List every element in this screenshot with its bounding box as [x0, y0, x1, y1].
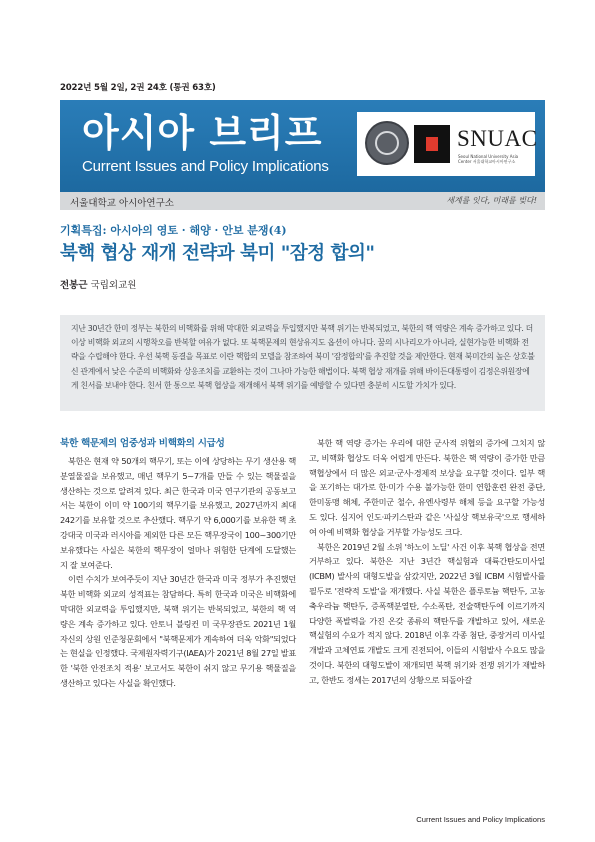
logo-wordmark: SNUAC	[457, 126, 538, 151]
department-bar	[60, 192, 545, 210]
institution-logo	[357, 112, 538, 176]
author-affiliation: 국립외교원	[90, 280, 137, 291]
slogan: 세계를 잇다, 미래를 빚다!	[446, 196, 537, 205]
article-headline: 북핵 협상 재개 전략과 북미 "잠정 합의"	[60, 243, 375, 264]
paragraph: 이런 수치가 보여주듯이 지난 30년간 한국과 미국 정부가 추진했던 북한 비핵화 외교의 성적표는 참담하다. 특히 한국과 미국은 비핵화에 막대한 외교력을 투입했지만, 북핵 위기는 반복되었고, 북한의 핵 역량은 계속 증가하고 있다. 안토니 블링컨 미 국무장관도 2021년 1월 자신의 상원 인준청문회에서 "북핵문제가 계속하여 더욱 악화"되었다는 현실을 인정했다. 국제원자력기구(IAEA)가 2021년 8월 27일 발표한 '북한 안전조치 적용' 보고서도 북한이 쉬지 않고 무기용 핵물질을 생산하고 있다는 사실을 확인했다.	[60, 574, 296, 688]
department-name: 서울대학교 아시아연구소	[70, 198, 174, 209]
paragraph: 북한 핵 역량 증가는 우리에 대한 군사적 위협의 증가에 그치지 않고, 비핵화 협상도 더욱 어렵게 만든다. 북한은 핵 역량이 증가한 만큼 핵협상에서 더 많은 외교·군사·경제적 보상을 요구할 것이다. 일부 핵을 포기하는 대가로 한·미가 수용 불가능한 한미 연합훈련 완전 중단, 한미동맹 해체, 주한미군 철수, 유엔사령부 해체 등을 요구할 가능성도 있다. 심지어 인도·파키스탄과 같은 '사실상 핵보유국'으로 행세하여 아예 비핵화 협상을 거부할 가능성도 크다.	[309, 438, 545, 537]
masthead-banner	[60, 100, 545, 192]
publication-subtitle: Current Issues and Policy Implications	[82, 158, 329, 175]
summary-text: 지난 30년간 한미 정부는 북한의 비핵화를 위해 막대한 외교력을 투입했지만 북핵 위기는 반복되었고, 북한의 핵 역량은 계속 증가하고 있다. 더 이상 비핵화 외교의 시행착오를 반복할 여유가 없다. 또 북핵문제의 현상유지도 옵션이 아니다. 꿈의 시나리오가 아니라, 실현가능한 비핵화 전략을 수립해야 한다. 우선 북핵 동결을 목표로 이란 핵합의 모델을 참조하여 북미 '잠정합의'를 추진할 것을 제안한다. 현재 북미간의 높은 상호불신 관계에서 낮은 수준의 비핵화와 상응조치를 교환하는 것이 그나마 가능한 해법이다. 북핵 협상 재개를 위해 바이든대통령이 김정은위원장에게 친서를 보내야 한다. 친서 한 통으로 북핵 협상을 재개해서 북핵 위기를 예방할 수 있다면 충분히 시도할 가치가 있다.	[71, 324, 535, 390]
left-column	[60, 436, 296, 691]
author-name: 전봉근	[60, 280, 88, 291]
section-title: 북한 핵문제의 엄중성과 비핵화의 시급성	[60, 438, 225, 449]
footer-running-title: Current Issues and Policy Implications	[416, 815, 545, 824]
summary-box	[60, 315, 545, 411]
university-seal-icon	[365, 121, 409, 165]
author-line	[60, 277, 136, 291]
series-label: 기획특집: 아시아의 영토 · 해양 · 안보 분쟁(4)	[60, 224, 287, 237]
logo-subtext: Seoul National University Asia Center 서울대학교아시아연구소	[458, 154, 519, 164]
publication-title: 아시아 브리프	[82, 111, 323, 155]
paragraph: 북한은 2019년 2월 소위 '하노이 노딜' 사건 이후 북핵 협상을 전면 거부하고 있다. 북한은 지난 3년간 핵실험과 대륙간탄도미사일(ICBM) 발사의 대형도발을 삼갔지만, 2022년 3월 ICBM 시험발사를 필두로 '전략적 도발'을 재개했다. 사실 북한은 플루토늄 핵탄두, 고농축우라늄 핵탄두, 증폭핵분열탄, 수소폭탄, 전술핵탄두에 이르기까지 다양한 폭발력을 가진 온갖 종류의 핵탄두를 개발하고 있어, 새로운 핵실험의 수요가 적지 않다. 2018년 이후 각종 첨단, 중장거리 미사일 개발과 고체연료 개발도 크게 진전되어, 이들의 시험발사 수요도 많을 것이다. 북한의 대형도발이 재개되면 북핵 위기와 전쟁 위기가 재발하고, 한반도 정세는 2017년의 상황으로 되돌아갈	[309, 541, 545, 685]
issue-line: 2022년 5월 2일, 2권 24호 (통권 63호)	[60, 83, 216, 93]
paragraph: 북한은 현재 약 50개의 핵무기, 또는 이에 상당하는 무기 생산용 핵분열물질을 보유했고, 매년 핵무기 5~7개를 만들 수 있는 핵물질을 생산하는 것으로 알려져 있다. 최근 한국과 미국 연구기관의 공동보고서는 북한이 이미 약 100기의 핵무기를 보유했고, 2027년까지 최대 242기를 보유할 것으로 추산했다. 핵무기 약 6,000기를 보유한 핵 초강대국 미국과 러시아를 제외한 다른 모든 핵무장국이 100~300기만 보유했다는 사실은 북한의 핵무장이 얼마나 위험한 단계에 도달했는지 잘 보여준다.	[60, 456, 296, 570]
right-column	[309, 436, 545, 688]
asia-center-mark-icon	[414, 125, 450, 163]
